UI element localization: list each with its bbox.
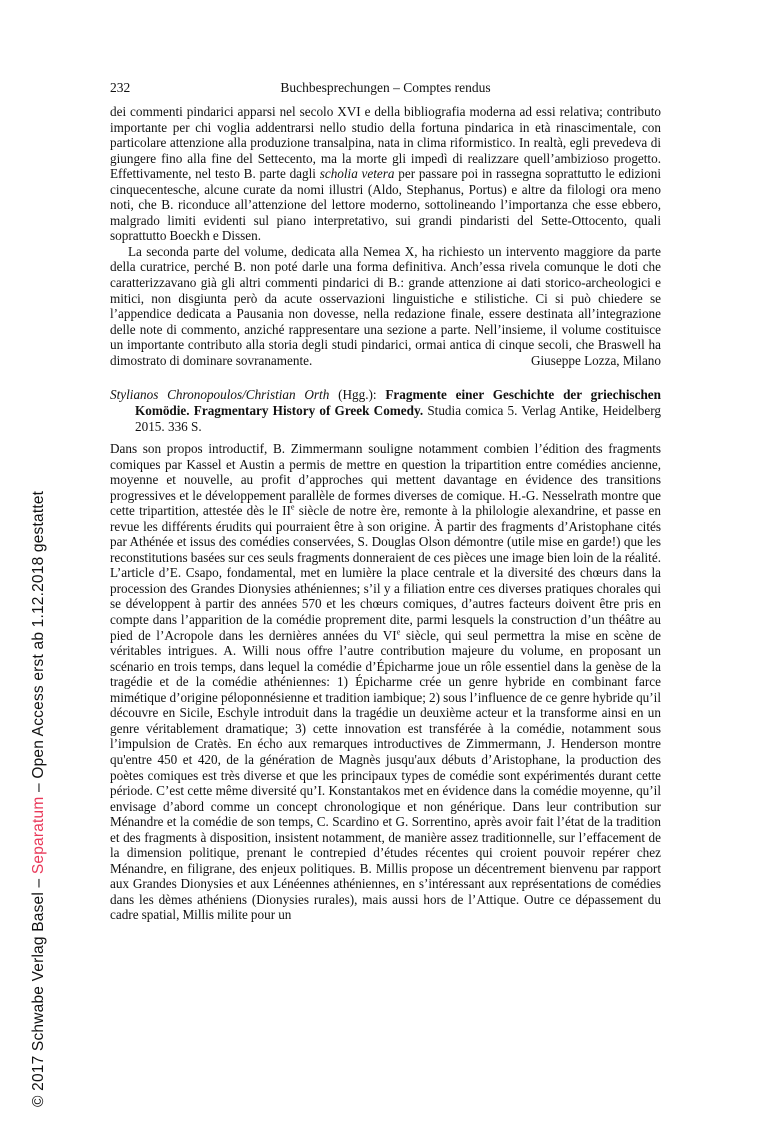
running-title: Buchbesprechungen – Comptes rendus: [280, 80, 491, 95]
review-pindar-paragraph-2: La seconda parte del volume, dedicata alla Nemea X, ha richiesto un intervento maggiore da parte della curatrice, perché B. non poté darle una forma definitiva. Anch’essa rivela comunque le doti che caratterizzavano già gli altri commenti pindarici di B.: grande attenzione ai dati storico-archeologici e mitici, non disgiunta però da acute osservazioni linguistiche e stilistiche. Ci si può chiedere se l’appendice dedicata a Pausania non dovesse, nella redazione finale, essere destinata all’integrazione delle note di commento, anziché rappresentare una sezione a parte. Nell’insieme, il volume costituisce un importante contributo alla storia degli studi pindarici, ormai antica di cinque secoli, che Braswell ha dimostrato di dominare sovranamente.: [110, 243, 661, 368]
sidebar-separatum: Separatum: [30, 796, 47, 875]
page-number: 232: [110, 80, 131, 95]
review-pindar: [110, 104, 661, 368]
review-comedy: [110, 387, 661, 923]
review-comedy-heading: Stylianos Chronopoulos/Christian Orth (Hgg.): Fragmente einer Geschichte der griechischen Komödie. Fragmentary History of Greek Comedy. Studia comica 5. Verlag Antike, Heidelberg 2015. 336 S.: [110, 387, 662, 435]
review-comedy-body: Dans son propos introductif, B. Zimmermann souligne notamment combien l’édition des fragments comiques par Kassel et Austin a permis de mettre en question la tripartition entre comédies ancienne, moyenne et nouvelle, au profit d’approches qui mettent davantage en évidence des transitions progressives et le développement parallèle de formes diverses de comique. H.-G. Nesselrath montre que cette tripartition, attestée dès le IIe siècle de notre ère, remonte à la philologie alexandrine, et passe en revue les différents érudits qui pourraient être à son origine. À partir des fragments d’Aristophane cités par Athénée et issus des comédies conservées, S. Douglas Olson démontre (utile mise en garde!) que les reconstitutions basées sur ces seuls fragments donneraient de ces pièces une image bien loin de la réalité. L’article d’E. Csapo, fondamental, met en lumière la place centrale et la diversité des chœurs dans la procession des Grandes Dionysies athéniennes; s’il y a filiation entre ces diverses pratiques chorales qui se développent à partir des années 570 et les chœurs comiques, d’autres facteurs doivent être pris en compte dans l’apparition de la comédie proprement dite, parmi lesquels la construction d’un théâtre au pied de l’Acropole dans les dernières années du VIe siècle, qui seul permettra la mise en scène de véritables intrigues. A. Willi nous offre l’autre contribution majeure du volume, en proposant un scénario en trois temps, dans lequel la comédie d’Épicharme joue un rôle essentiel dans la genèse de la tragédie et de la comédie athéniennes: 1) Épicharme crée un genre hybride en combinant farce mimétique d’origine péloponnésienne et tradition iambique; 2) sous l’influence de ce genre hybride qu’il découvre en Sicile, Eschyle introduit dans la tragédie un deuxième acteur et la transforme ainsi en un genre véritablement dramatique; 3) cette innovation est transférée à la comédie, notamment sous l’impulsion de Cratès. En écho aux remarques introductives de Zimmermann, J. Henderson montre qu'entre 450 et 420, de la génération de Magnès jusqu'aux débuts d’Aristophane, la production des poètes comiques est très diverse et que les principaux types de comédie sont expérimentés durant cette période. C’est cette même diversité qu’I. Konstantakos met en évidence dans la comédie moyenne, qu’il envisage d’abord comme un concept chronologique et non générique. Dans leur contribution sur Ménandre et la comédie de son temps, C. Scardino et G. Sorrentino, après avoir fait l’état de la tradition et des fragments à disposition, insistent notamment, de manière assez traditionnelle, sur l’effacement de la dimension politique, prenant le contrepied d’études récentes qui croient pouvoir repérer chez Ménandre, en filigrane, des enjeux politiques. B. Millis propose un décentrement bienvenu par rapport aux Grandes Dionysies et aux Lénéennes athéniennes, en s’intéressant aux représentations de comédies dans les dèmes athéniens (Dionysies rurales), mais aussi hors de l’Attique. Outre ce dépassement du cadre spatial, Millis milite pour un: [110, 441, 661, 923]
copyright-sidebar: [30, 491, 48, 1107]
page-content: [110, 104, 661, 923]
review-pindar-paragraph-1: dei commenti pindarici apparsi nel secolo XVI e della bibliografia moderna ad essi relativa; contributo importante per chi voglia addentrarsi nello studio della fortuna pindarica in età rinascimentale, con particolare attenzione alla produzione transalpina, nata in clima riformistico. In realtà, egli prevedeva di giungere fino alla fine del Settecento, ma la morte gli impedì di realizzare quell’ambizioso progetto. Effettivamente, nel testo B. parte dagli scholia vetera per passare poi in rassegna soprattutto le edizioni cinquecentesche, alcune curate da nomi illustri (Aldo, Stephanus, Portus) e altre da filologi ora meno noti, che B. riconduce all’attenzione del lettore moderno, sottolineando l’importanza che esse ebbero, malgrado limiti evidenti sul piano interpretativo, sui grandi pindaristi del Sette-Ottocento, quali soprattutto Boeckh e Dissen.: [110, 104, 661, 244]
reviewer-signature: Giuseppe Lozza, Milano: [530, 352, 661, 368]
sidebar-copyright-text: © 2017 Schwabe Verlag Basel –: [30, 874, 47, 1107]
page-header: [110, 80, 661, 98]
sidebar-openaccess-text: – Open Access erst ab 1.12.2018 gestattet: [30, 490, 47, 797]
